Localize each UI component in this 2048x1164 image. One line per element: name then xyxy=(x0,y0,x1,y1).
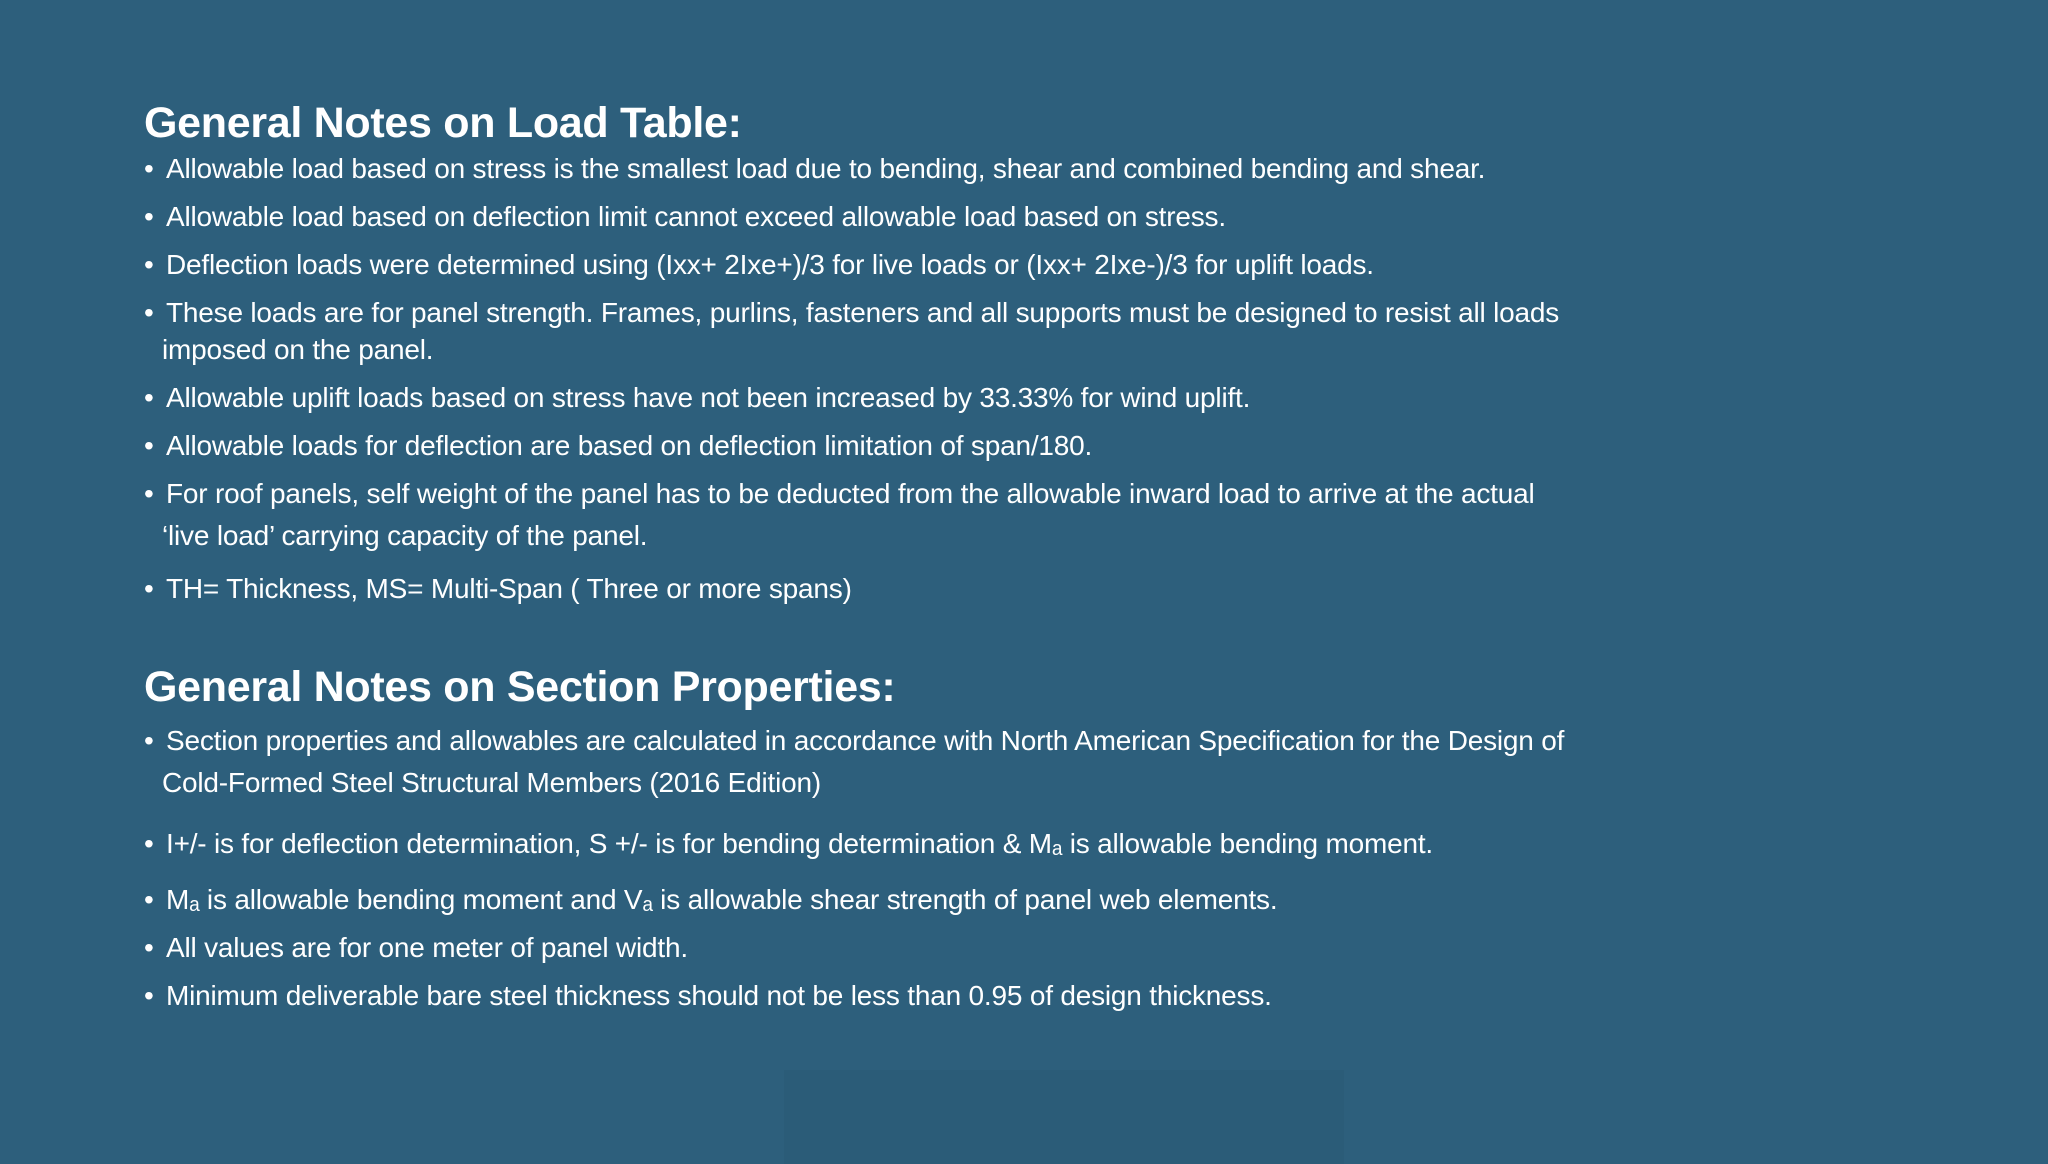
note-text: Allowable load based on stress is the smallest load due to bending, shear and combined bending and shear. xyxy=(166,153,1486,184)
list-item xyxy=(144,427,1744,464)
list-item xyxy=(144,294,1744,368)
section-properties-notes-list xyxy=(144,722,1744,1014)
list-item xyxy=(144,475,1744,559)
list-item xyxy=(144,246,1744,283)
list-item xyxy=(144,929,1744,966)
note-text: Allowable load based on deflection limit cannot exceed allowable load based on stress. xyxy=(166,201,1226,232)
note-text: For roof panels, self weight of the panel has to be deducted from the allowable inward load to arrive at the actual xyxy=(166,478,1535,509)
note-text: Minimum deliverable bare steel thickness should not be less than 0.95 of design thickness. xyxy=(166,980,1272,1011)
load-table-notes-list xyxy=(144,150,1744,607)
note-text-continued: ‘live load’ carrying capacity of the panel. xyxy=(162,520,648,551)
list-item xyxy=(144,570,1744,607)
note-text: All values are for one meter of panel width. xyxy=(166,932,688,963)
note-text: I+/- is for deflection determination, S +/- is for bending determination & Mₐ is allowable bending moment. xyxy=(166,828,1433,859)
note-text: Section properties and allowables are calculated in accordance with North American Specification for the Design of xyxy=(166,725,1565,756)
background-strip xyxy=(784,1070,1344,1164)
list-item xyxy=(144,379,1744,416)
list-item xyxy=(144,150,1744,187)
list-item xyxy=(144,881,1744,918)
note-text: Allowable loads for deflection are based on deflection limitation of span/180. xyxy=(166,430,1093,461)
list-item xyxy=(144,198,1744,235)
list-item xyxy=(144,825,1744,862)
load-table-notes-title: General Notes on Load Table: xyxy=(144,99,742,147)
list-item xyxy=(144,722,1744,806)
note-text-continued: imposed on the panel. xyxy=(162,334,434,365)
note-text: Deflection loads were determined using (Ixx+ 2Ixe+)/3 for live loads or (Ixx+ 2Ixe-)/3 for uplift loads. xyxy=(166,249,1374,280)
section-properties-notes-section xyxy=(144,660,1744,1014)
section-properties-notes-title: General Notes on Section Properties: xyxy=(144,663,896,711)
list-item xyxy=(144,977,1744,1014)
note-text-continued: Cold-Formed Steel Structural Members (2016 Edition) xyxy=(162,767,821,798)
note-text: Mₐ is allowable bending moment and Vₐ is allowable shear strength of panel web elements. xyxy=(166,884,1278,915)
note-text: TH= Thickness, MS= Multi-Span ( Three or more spans) xyxy=(166,573,852,604)
load-table-notes-section xyxy=(144,96,1744,607)
notes-page xyxy=(144,96,1744,1025)
note-text: Allowable uplift loads based on stress have not been increased by 33.33% for wind uplift. xyxy=(166,382,1251,413)
note-text: These loads are for panel strength. Frames, purlins, fasteners and all supports must be designed to resist all loads xyxy=(166,297,1560,328)
